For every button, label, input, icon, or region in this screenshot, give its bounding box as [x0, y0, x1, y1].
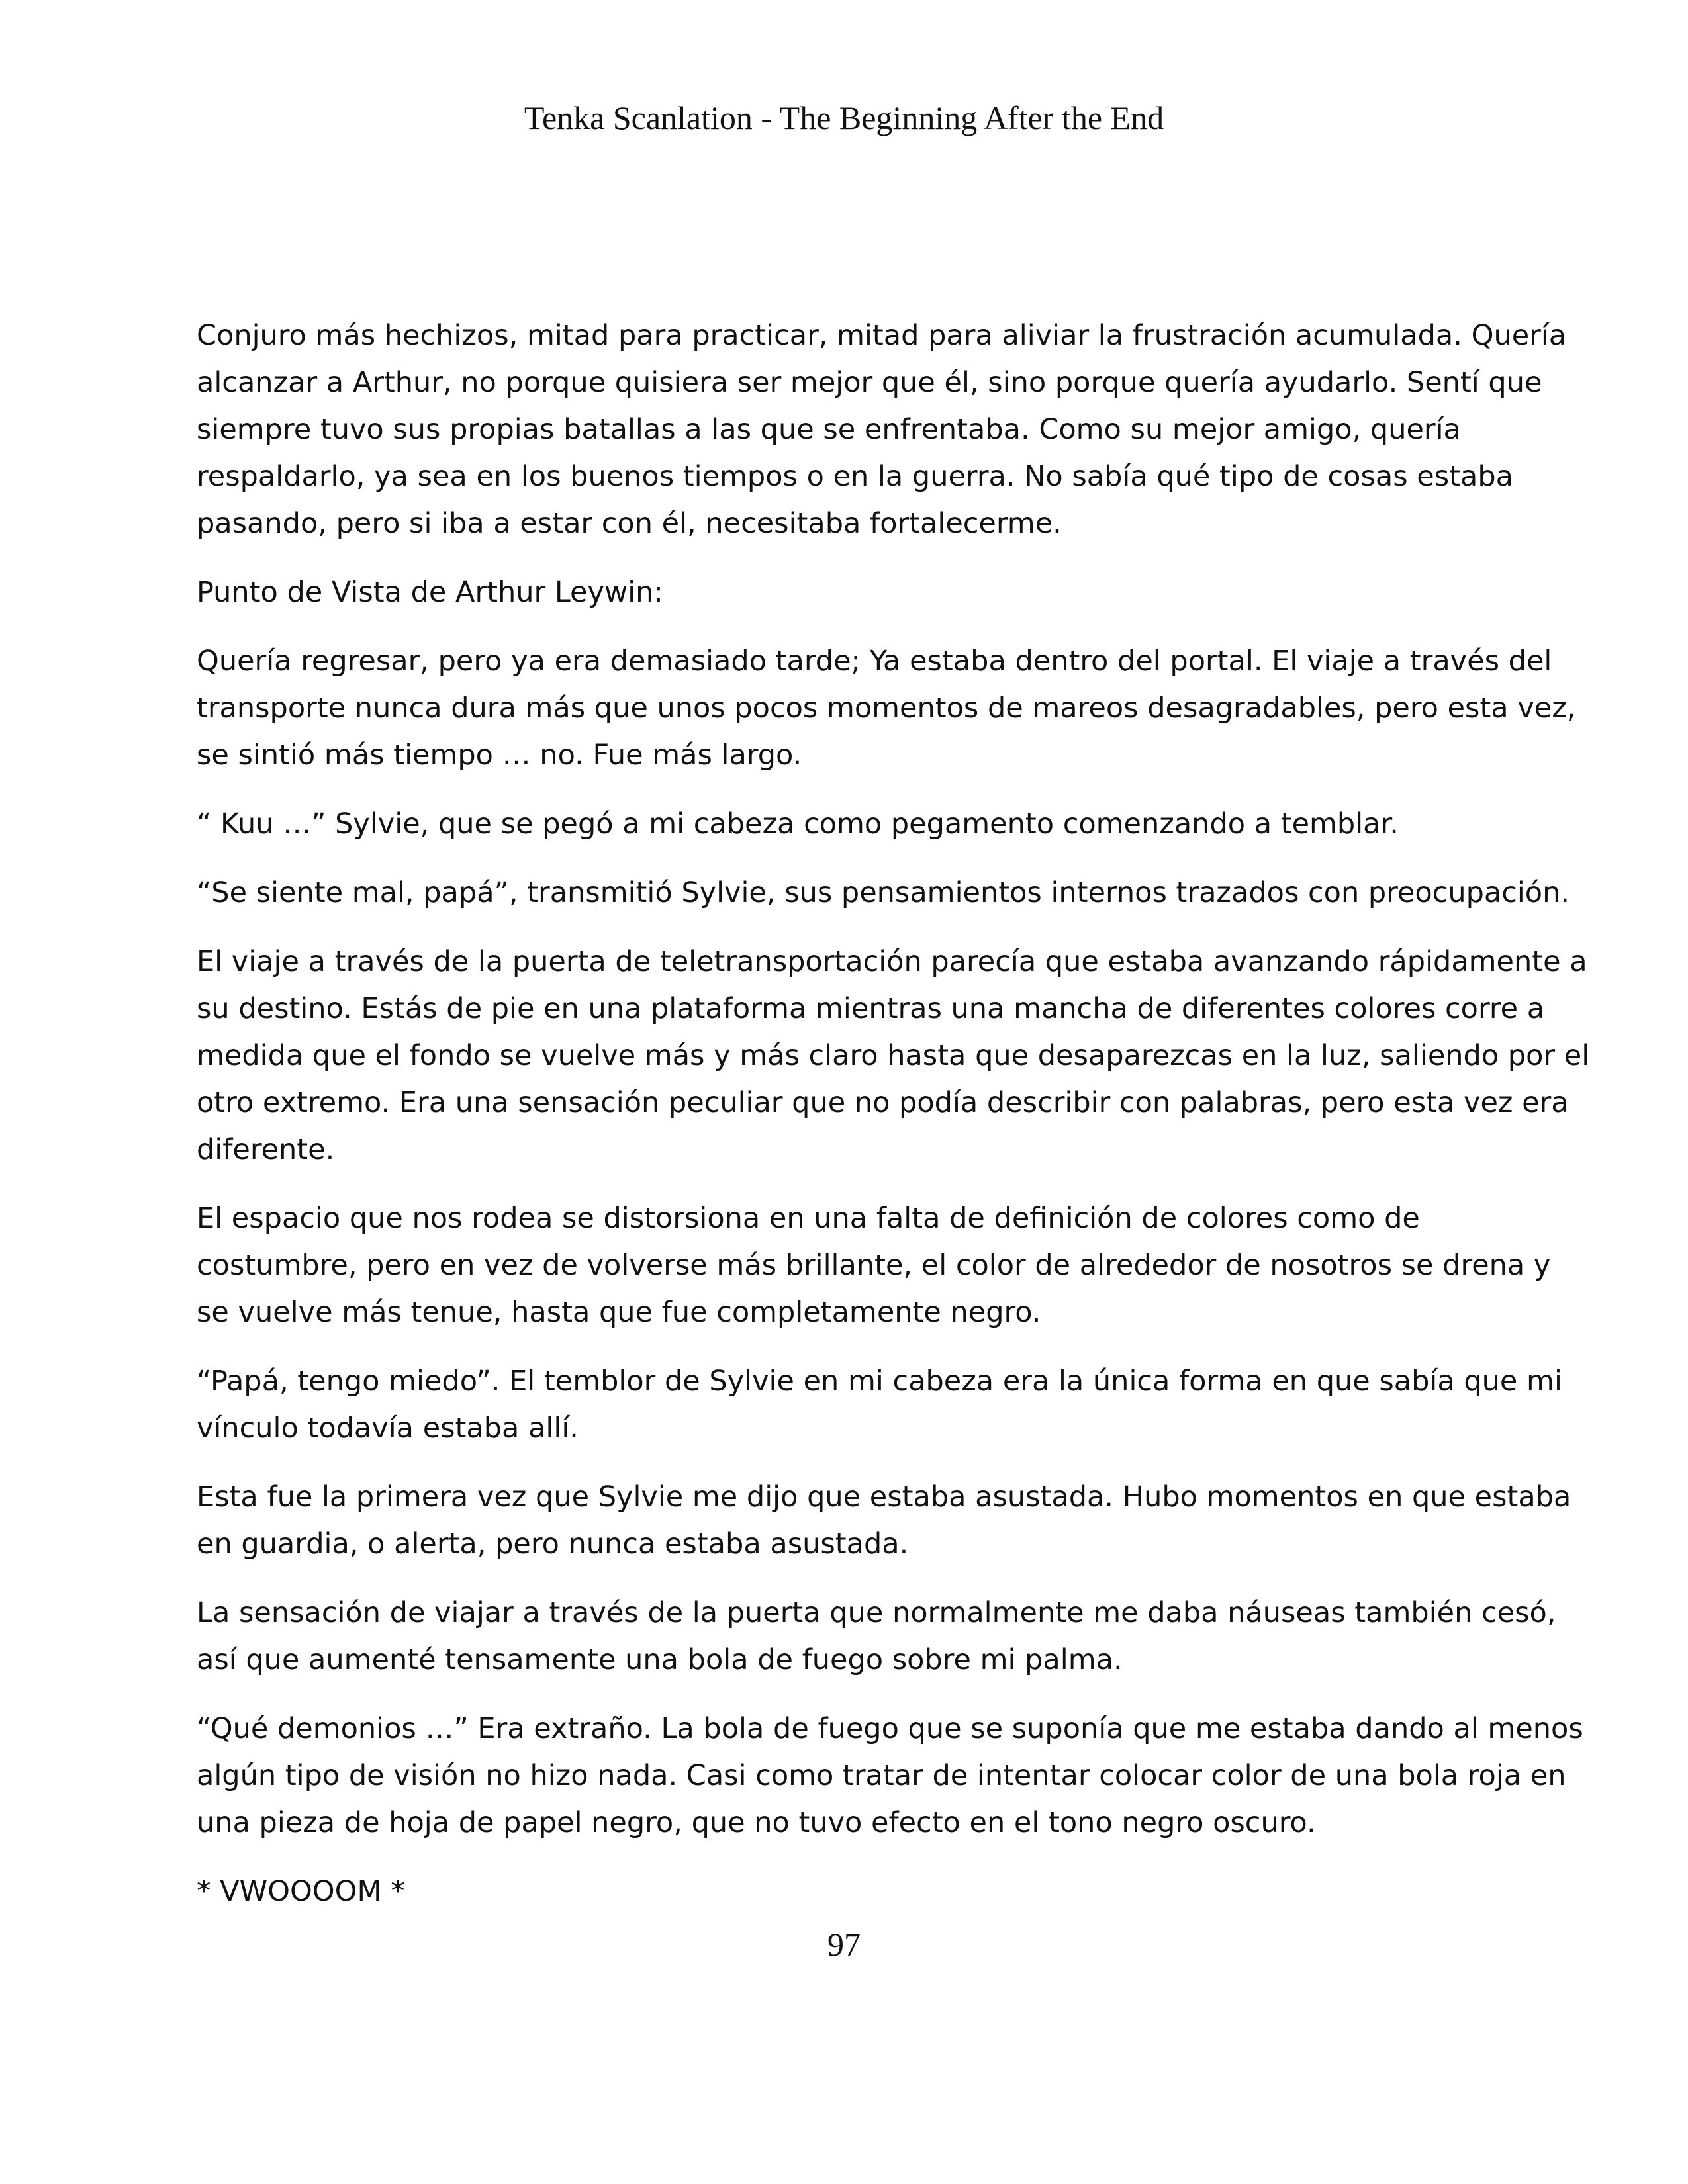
- document-body: [197, 312, 1590, 1937]
- paragraph: [197, 1474, 1571, 1568]
- paragraph: [197, 1706, 1583, 1846]
- text-line: medida que el fondo se vuelve más y más claro hasta que desaparezcas en la luz, saliendo por el: [197, 1039, 1590, 1072]
- text-line: “Se siente mal, papá”, transmitió Sylvie, sus pensamientos internos trazados con preocupación.: [197, 876, 1570, 909]
- text-line: transporte nunca dura más que unos pocos momentos de mareos desagradables, pero esta vez,: [197, 692, 1576, 725]
- text-line: vínculo todavía estaba allí.: [197, 1412, 579, 1445]
- text-line: pasando, pero si iba a estar con él, necesitaba fortalecerme.: [197, 507, 1062, 540]
- text-line: “Papá, tengo miedo”. El temblor de Sylvie en mi cabeza era la única forma en que sabía que mi: [197, 1365, 1562, 1398]
- paragraph: [197, 312, 1567, 547]
- paragraph: [197, 938, 1590, 1173]
- text-line: Quería regresar, pero ya era demasiado tarde; Ya estaba dentro del portal. El viaje a través del: [197, 645, 1552, 678]
- text-line: alcanzar a Arthur, no porque quisiera ser mejor que él, sino porque quería ayudarlo. Sentí que: [197, 366, 1542, 399]
- text-line: “ Kuu …” Sylvie, que se pegó a mi cabeza como pegamento comenzando a temblar.: [197, 807, 1399, 841]
- text-line: El espacio que nos rodea se distorsiona en una falta de definición de colores como de: [197, 1202, 1420, 1235]
- paragraph: [197, 1358, 1562, 1452]
- text-line: siempre tuvo sus propias batallas a las que se enfrentaba. Como su mejor amigo, quería: [197, 413, 1461, 446]
- text-line: una pieza de hoja de papel negro, que no tuvo efecto en el tono negro oscuro.: [197, 1806, 1316, 1839]
- text-line: se vuelve más tenue, hasta que fue completamente negro.: [197, 1296, 1041, 1329]
- paragraph: [197, 1868, 1494, 1915]
- text-line: * VWOOOOM *: [197, 1875, 405, 1908]
- text-line: La sensación de viajar a través de la puerta que normalmente me daba náuseas también cesó,: [197, 1596, 1556, 1629]
- page-number: 97: [827, 1926, 861, 1963]
- page-header: Tenka Scanlation - The Beginning After the End: [524, 99, 1164, 136]
- text-line: así que aumenté tensamente una bola de fuego sobre mi palma.: [197, 1643, 1123, 1676]
- paragraph: [197, 801, 1494, 848]
- text-line: diferente.: [197, 1133, 335, 1166]
- text-line: Conjuro más hechizos, mitad para practicar, mitad para aliviar la frustración acumulada. Quería: [197, 319, 1567, 352]
- paragraph: [197, 1195, 1551, 1336]
- section-heading: Punto de Vista de Arthur Leywin:: [197, 576, 663, 609]
- text-line: en guardia, o alerta, pero nunca estaba asustada.: [197, 1527, 909, 1561]
- paragraph: [197, 870, 1570, 917]
- text-line: otro extremo. Era una sensación peculiar que no podía describir con palabras, pero esta vez era: [197, 1086, 1569, 1119]
- text-line: Esta fue la primera vez que Sylvie me dijo que estaba asustada. Hubo momentos en que estaba: [197, 1480, 1571, 1514]
- text-line: su destino. Estás de pie en una plataforma mientras una mancha de diferentes colores corre a: [197, 992, 1545, 1025]
- paragraph: [197, 569, 1494, 616]
- text-line: algún tipo de visión no hizo nada. Casi como tratar de intentar colocar color de una bola roja en: [197, 1759, 1566, 1792]
- text-line: respaldarlo, ya sea en los buenos tiempos o en la guerra. No sabía qué tipo de cosas estaba: [197, 460, 1514, 493]
- text-line: costumbre, pero en vez de volverse más brillante, el color de alrededor de nosotros se drena y: [197, 1249, 1551, 1282]
- text-line: se sintió más tiempo … no. Fue más largo.: [197, 739, 802, 772]
- paragraph: [197, 638, 1576, 779]
- text-line: El viaje a través de la puerta de teletransportación parecía que estaba avanzando rápidamente a: [197, 945, 1587, 978]
- text-line: “Qué demonios …” Era extraño. La bola de fuego que se suponía que me estaba dando al menos: [197, 1712, 1583, 1745]
- paragraph: [197, 1590, 1556, 1684]
